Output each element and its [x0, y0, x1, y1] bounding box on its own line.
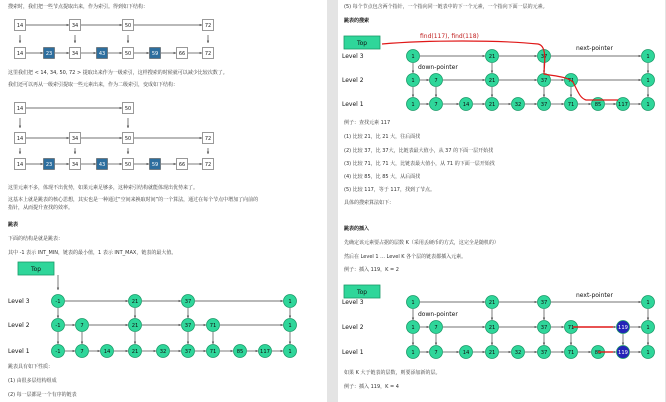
list-node-label: 50	[124, 23, 132, 29]
arrow-head	[281, 350, 283, 352]
arrow-head	[174, 52, 176, 54]
arrow-head	[457, 351, 459, 353]
arrow-head	[639, 55, 641, 57]
arrow-head	[281, 324, 283, 326]
paragraph: 下面的结构是就是跳表：	[8, 236, 64, 242]
arrow-head	[187, 342, 189, 344]
skip-node-label: 7	[80, 349, 84, 355]
arrow-head	[483, 103, 485, 105]
arrow-head	[483, 301, 485, 303]
list-node-label: 34	[71, 136, 79, 142]
level-label: Level 1	[8, 348, 30, 355]
list-node-label: 23	[45, 51, 53, 57]
arrow-head	[509, 351, 511, 353]
paragraph: 具体的搜索算法如下：	[344, 200, 395, 206]
arrow-head	[19, 126, 21, 128]
down-pointer-label: down-pointer	[418, 64, 458, 71]
list-item: (1) 由很多层结构组成	[8, 378, 57, 384]
arrow-head	[435, 95, 437, 97]
arrow-head	[134, 342, 136, 344]
arrow-head	[207, 152, 209, 154]
arrow-head	[200, 24, 202, 26]
section-heading: 跳表	[8, 222, 19, 228]
arrow-head	[427, 326, 429, 328]
skip-node-label: 85	[594, 350, 602, 356]
arrow-head	[614, 103, 616, 105]
level-label: Level 3	[342, 53, 364, 60]
level-label: Level 2	[342, 77, 364, 84]
arrow-head	[154, 350, 156, 352]
arrow-head	[204, 324, 206, 326]
arrow-head	[212, 342, 214, 344]
skip-node-label: 1	[646, 350, 650, 356]
next-pointer-label: next-pointer	[576, 45, 613, 52]
arrow-head	[639, 301, 641, 303]
paragraph: 然后在 Level 1 ... Level K 各个层的链表都插入元素。	[344, 254, 467, 260]
arrow-head	[427, 79, 429, 81]
arrow-head	[41, 163, 43, 165]
arrow-head	[589, 351, 591, 353]
skip-node-label: 1	[411, 325, 415, 331]
skip-node-label: -1	[55, 349, 61, 355]
skip-node-label: 71	[567, 325, 575, 331]
skip-node-label: 14	[103, 349, 111, 355]
list-node-label: 50	[124, 51, 132, 57]
list-node-label: 66	[178, 162, 186, 168]
skip-node-label: 7	[434, 78, 438, 84]
arrow-head	[67, 52, 69, 54]
list-node-label: 59	[151, 51, 159, 57]
arrow-head	[562, 351, 564, 353]
arrow-head	[622, 343, 624, 345]
list-node-label: 72	[204, 136, 212, 142]
level-label: Level 2	[8, 322, 30, 329]
arrow-head	[483, 326, 485, 328]
arrow-head	[535, 351, 537, 353]
arrow-head	[647, 95, 649, 97]
arrow-head	[179, 300, 181, 302]
skip-node-label: 37	[184, 299, 192, 305]
arrow-head	[535, 103, 537, 105]
arrow-head	[126, 300, 128, 302]
arrow-head	[535, 301, 537, 303]
arrow-head	[412, 318, 414, 320]
step: (2) 比较 37，比 37大，比链表最大值小，从 37 的下面一层开始找	[344, 148, 494, 154]
skip-node-label: 1	[411, 78, 415, 84]
paragraph: 其中 -1 表示 INT_MIN，链表的最小值，1 表示 INT_MAX，链表的最大值。	[8, 250, 177, 256]
arrow-head	[427, 103, 429, 105]
skip-node-label: 1	[646, 300, 650, 306]
arrow-head	[57, 288, 59, 290]
arrow-head	[412, 343, 414, 345]
arrow-head	[200, 137, 202, 139]
arrow-head	[589, 103, 591, 105]
paragraph: 这基本上就是跳表的核心思想，其实也是一种通过“空间来换取时间”的一个算法，通过在每个节点中增加了向前的	[8, 197, 259, 203]
arrow-head	[74, 152, 76, 154]
arrow-head	[19, 152, 21, 154]
skip-node-label: 32	[514, 102, 522, 108]
find-label: find(117), find(118)	[420, 33, 479, 40]
arrow-head	[67, 163, 69, 165]
arrow-head	[543, 95, 545, 97]
arrow-head	[187, 316, 189, 318]
arrow-head	[120, 163, 122, 165]
skip-node-label: 71	[567, 350, 575, 356]
arrow-head	[127, 41, 129, 43]
skip-node-label: 1	[411, 102, 415, 108]
skip-node-label: 71	[567, 78, 575, 84]
level-label: Level 1	[342, 349, 364, 356]
skip-node-label: 21	[131, 323, 139, 329]
skip-node-label: 37	[540, 54, 548, 60]
level-label: Level 1	[342, 101, 364, 108]
skip-node-label: 1	[288, 299, 292, 305]
skip-node-label: 21	[131, 349, 139, 355]
paragraph: 先确定该元素要占据的层数 K（采用丢硬币的方式，这完全是随机的）	[344, 240, 499, 246]
arrow-head	[412, 95, 414, 97]
skip-node-label: 37	[540, 78, 548, 84]
skip-node-label: 21	[488, 350, 496, 356]
skip-node-label: 117	[618, 102, 628, 108]
arrow-head	[412, 71, 414, 73]
level-label: Level 2	[342, 324, 364, 331]
arrow-head	[562, 79, 564, 81]
skip-node-label: 71	[209, 349, 217, 355]
skip-node-label: 1	[288, 323, 292, 329]
paragraph: (5) 每个节点包含两个指针，一个指向同一链表中的下一个元素，一个指向下面一层的元素。	[344, 4, 548, 10]
arrow-head	[94, 52, 96, 54]
skip-node-label: 1	[288, 349, 292, 355]
arrow-head	[289, 316, 291, 318]
top-label: Top	[356, 40, 368, 47]
arrow-head	[74, 41, 76, 43]
arrow-head	[204, 350, 206, 352]
arrow-head	[491, 71, 493, 73]
arrow-head	[614, 326, 616, 328]
arrow-head	[639, 103, 641, 105]
skip-node-label: 1	[411, 350, 415, 356]
arrow-head	[179, 324, 181, 326]
paragraph: 这里我们把 < 14, 34, 50, 72 > 提取出来作为一级索引，这样搜索的时候就可以减少比较次数了。	[8, 70, 228, 76]
list-node-label: 14	[16, 162, 24, 168]
skip-node-label: 21	[131, 299, 139, 305]
arrow-head	[81, 342, 83, 344]
paragraph: 这里元素不多，体现不出优势，如果元素足够多，这种索引结构就能体现出优势来了。	[8, 185, 199, 191]
list-item: (2) 每一层都是一个有序的链表	[8, 392, 77, 398]
skip-node-label: 37	[540, 325, 548, 331]
arrow-head	[614, 351, 616, 353]
paragraph: 指针，从而提升查找的效率。	[8, 205, 74, 211]
list-node-label: 43	[98, 51, 106, 57]
skip-node-label: 21	[488, 300, 496, 306]
paragraph: 例子：查找元素 117	[344, 120, 391, 126]
list-node-label: 50	[124, 162, 132, 168]
arrow-head	[127, 126, 129, 128]
arrow-head	[483, 351, 485, 353]
skip-node-label: 37	[184, 323, 192, 329]
arrow-head	[147, 52, 149, 54]
list-node-label: 72	[204, 51, 212, 57]
arrow-head	[647, 71, 649, 73]
arrow-head	[535, 79, 537, 81]
arrow-head	[535, 326, 537, 328]
arrow-head	[134, 316, 136, 318]
arrow-head	[200, 163, 202, 165]
list-node-label: 14	[16, 51, 24, 57]
arrow-head	[483, 55, 485, 57]
section-heading: 跳表的搜索	[344, 18, 370, 24]
top-label: Top	[30, 266, 42, 273]
skip-node-label: 1	[646, 102, 650, 108]
arrow-head	[491, 318, 493, 320]
list-node-label: 50	[124, 136, 132, 142]
list-node-label: 72	[204, 162, 212, 168]
list-node-label: 14	[16, 136, 24, 142]
level-label: Level 3	[8, 298, 30, 305]
next-pointer-label: next-pointer	[576, 292, 613, 299]
left-page	[0, 0, 327, 402]
skip-node-label: 7	[434, 102, 438, 108]
skip-node-label: 1	[646, 325, 650, 331]
skip-node-label: 7	[434, 350, 438, 356]
arrow-head	[57, 342, 59, 344]
section-heading: 跳表的插入	[344, 226, 370, 232]
skip-node-label: 1	[411, 300, 415, 306]
arrow-head	[491, 95, 493, 97]
skip-node-label: 37	[184, 349, 192, 355]
arrow-head	[67, 24, 69, 26]
list-node-label: 34	[71, 23, 79, 29]
skip-node-label: 32	[159, 349, 167, 355]
top-label: Top	[356, 289, 368, 296]
skip-node-label: 14	[462, 102, 470, 108]
arrow-head	[639, 79, 641, 81]
list-node-label: 23	[45, 162, 53, 168]
arrow-head	[57, 316, 59, 318]
paragraph: 如果 K 大于链表的层数，则要添加新的层。	[344, 370, 441, 376]
arrow-head	[639, 326, 641, 328]
arrow-head	[256, 350, 258, 352]
step: (3) 比较 71，比 71 大，比链表最大值小，从 71 的下面一层开始找	[344, 161, 495, 167]
arrow-head	[120, 52, 122, 54]
paragraph: 搜索时，我们把一些节点提取出来，作为索引。得到如下结构：	[8, 4, 149, 10]
arrow-head	[483, 79, 485, 81]
arrow-head	[127, 152, 129, 154]
arrow-head	[120, 137, 122, 139]
list-node-label: 14	[16, 106, 24, 112]
arrow-head	[200, 52, 202, 54]
arrow-head	[491, 343, 493, 345]
arrow-head	[19, 41, 21, 43]
right-page	[338, 0, 665, 402]
arrow-head	[147, 163, 149, 165]
arrow-head	[126, 324, 128, 326]
skip-node-label: 119	[618, 325, 628, 331]
skip-node-label: 119	[618, 350, 628, 356]
down-pointer-label: down-pointer	[418, 311, 458, 318]
skip-node-label: 37	[540, 350, 548, 356]
arrow-head	[457, 103, 459, 105]
skip-node-label: -1	[55, 323, 61, 329]
paragraph: 跳表具有如下性质：	[8, 364, 54, 370]
arrow-head	[570, 95, 572, 97]
paragraph: 我们还可以再从一级索引提取一些元素出来，作为二级索引，变成如下结构：	[8, 82, 179, 88]
step: (4) 比较 85，比 85 大，从后面找	[344, 174, 421, 180]
arrow-head	[73, 350, 75, 352]
skip-node-label: 21	[488, 102, 496, 108]
arrow-head	[179, 350, 181, 352]
skip-node-label: 71	[567, 102, 575, 108]
arrow-head	[207, 41, 209, 43]
list-node-label: 50	[124, 106, 132, 112]
arrow-head	[562, 103, 564, 105]
skip-node-label: 37	[540, 102, 548, 108]
skip-node-label: 71	[209, 323, 217, 329]
step: (5) 比较 117，等于 117，找到了节点。	[344, 187, 435, 193]
list-node-label: 34	[71, 162, 79, 168]
skip-node-label: 7	[434, 325, 438, 331]
arrow-head	[427, 351, 429, 353]
arrow-head	[435, 343, 437, 345]
skip-node-label: 21	[488, 78, 496, 84]
arrow-head	[231, 350, 233, 352]
arrow-head	[41, 52, 43, 54]
skip-node-label: 37	[540, 300, 548, 306]
arrow-head	[543, 343, 545, 345]
list-node-label: 66	[178, 51, 186, 57]
arrow-head	[570, 343, 572, 345]
skip-node-label: 32	[514, 350, 522, 356]
skip-node-label: 14	[462, 350, 470, 356]
arrow-head	[647, 343, 649, 345]
list-node-label: 34	[71, 51, 79, 57]
level-label: Level 3	[342, 299, 364, 306]
skip-node-label: 1	[646, 54, 650, 60]
skip-node-label: 1	[646, 78, 650, 84]
arrow-head	[73, 324, 75, 326]
arrow-head	[535, 55, 537, 57]
arrow-head	[120, 107, 122, 109]
arrow-head	[509, 103, 511, 105]
arrow-head	[174, 163, 176, 165]
skip-node-label: 7	[80, 323, 84, 329]
skip-node-label: 85	[236, 349, 244, 355]
paragraph: 例子：插入 119，K = 2	[344, 267, 399, 273]
list-node-label: 43	[98, 162, 106, 168]
arrow-head	[120, 24, 122, 26]
skip-node-label: 117	[260, 349, 270, 355]
skip-node-label: 21	[488, 54, 496, 60]
list-node-label: 14	[16, 23, 24, 29]
arrow-head	[639, 351, 641, 353]
arrow-head	[647, 318, 649, 320]
paragraph: 例子：插入 119，K = 4	[344, 384, 399, 390]
skip-node-label: 21	[488, 325, 496, 331]
list-node-label: 59	[151, 162, 159, 168]
arrow-head	[94, 163, 96, 165]
list-node-label: 72	[204, 23, 212, 29]
arrow-head	[289, 342, 291, 344]
arrow-head	[562, 326, 564, 328]
arrow-head	[281, 300, 283, 302]
skip-node-label: -1	[55, 299, 61, 305]
skip-node-label: 85	[594, 102, 602, 108]
arrow-head	[543, 318, 545, 320]
arrow-head	[67, 137, 69, 139]
skip-node-label: 1	[411, 54, 415, 60]
step: (1) 比较 21，比 21 大，往后面找	[344, 134, 421, 140]
arrow-head	[126, 350, 128, 352]
arrow-head	[98, 350, 100, 352]
